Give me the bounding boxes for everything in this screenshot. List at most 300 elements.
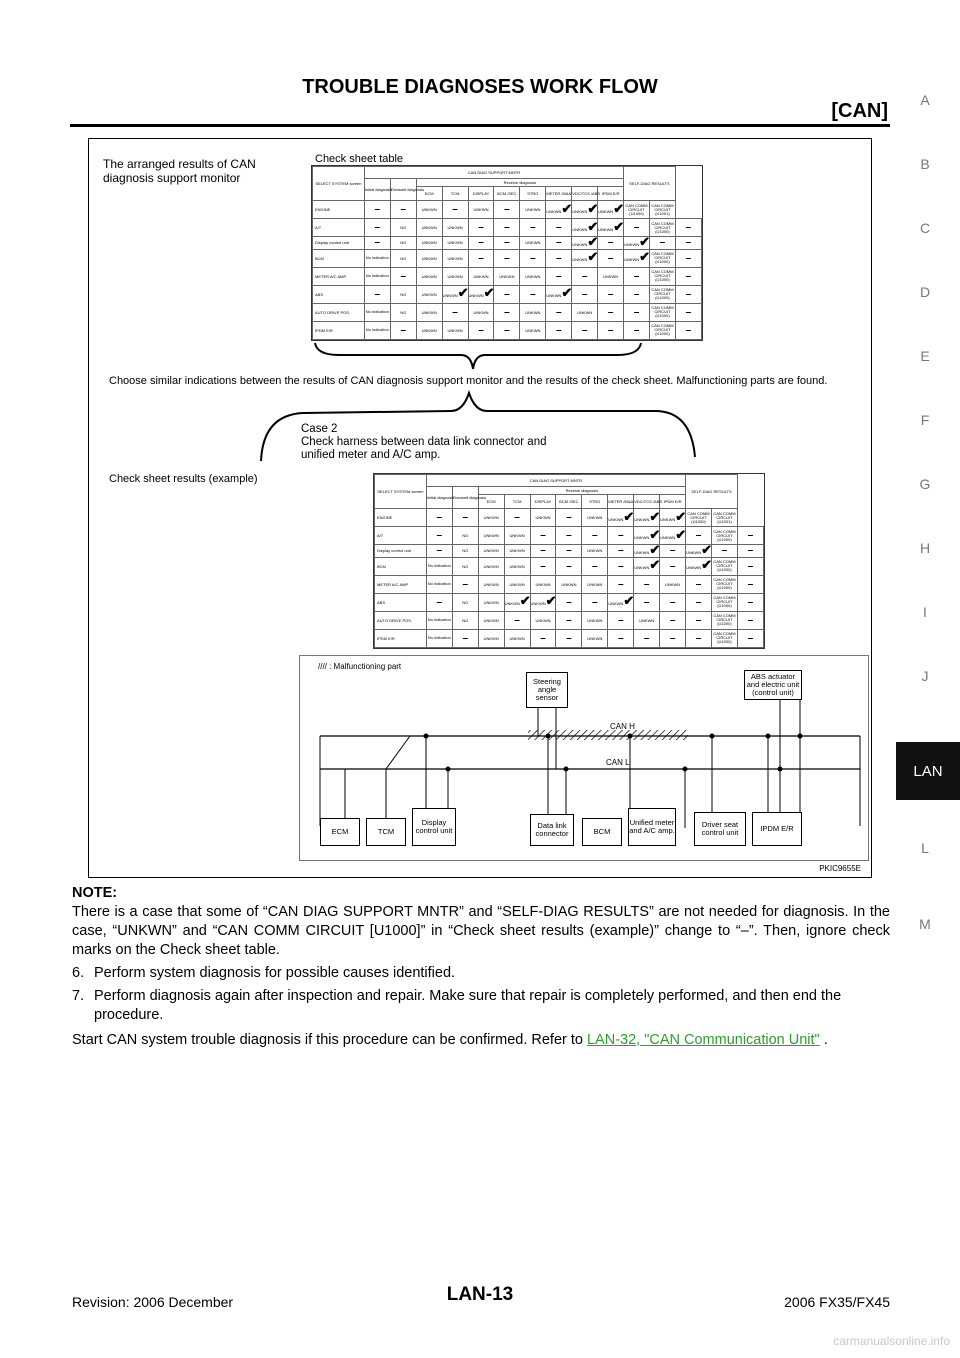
h-col-7: IPDM E/R: [660, 495, 686, 509]
case-title: Case 2: [301, 423, 338, 435]
top-table-cell-2-1: NG: [390, 237, 416, 250]
top-table-cell-2-5: –: [494, 237, 520, 250]
h-col-5: METER /M&A: [546, 187, 572, 201]
footer-model: 2006 FX35/FX45: [784, 1294, 890, 1310]
node-ecm: ECM: [320, 818, 360, 846]
h-col-2: DISPLAY: [468, 187, 494, 201]
footer-page-number: LAN-13: [446, 1284, 514, 1305]
tab-d[interactable]: D: [919, 284, 931, 300]
node-tcm: TCM: [366, 818, 406, 846]
top-table-cell-3-9: –: [598, 249, 624, 267]
top-table-row-label-2: Display control unit: [313, 237, 365, 250]
top-table-cell-5-7: UNKWN✔: [546, 285, 572, 303]
bottom-table-cell-5-8: –: [634, 593, 660, 611]
tab-e[interactable]: E: [920, 348, 930, 364]
bottom-table-cell-1-4: –: [530, 527, 556, 545]
top-table-cell-0-4: UNKWN: [468, 201, 494, 219]
note-section: [72, 884, 890, 1050]
h-self-diag: SELF-DIAG RESULTS: [686, 475, 738, 509]
h-col-1: TCM: [442, 187, 468, 201]
bottom-table-cell-0-11: CAN COMM CIRCUIT (U1001): [711, 509, 737, 527]
h-col-2: DISPLAY: [530, 495, 556, 509]
tab-lan-active[interactable]: LAN: [896, 742, 960, 800]
top-table-cell-1-9: UNKWN✔: [598, 219, 624, 237]
top-table-cell-5-11: CAN COMM CIRCUIT (U1000): [649, 285, 675, 303]
h-select: SELECT SYSTEM screen: [313, 167, 365, 201]
bottom-table-cell-3-4: –: [530, 557, 556, 575]
top-table-cell-0-0: –: [364, 201, 390, 219]
bottom-table-cell-6-9: –: [660, 611, 686, 629]
bottom-table-cell-7-2: UNKWN: [478, 629, 504, 647]
h-col-6: VDC/TCS /ABS: [634, 495, 660, 509]
bottom-table-row-label-5: ABS: [375, 593, 427, 611]
reference-link[interactable]: LAN-32, "CAN Communication Unit": [586, 1032, 820, 1048]
top-table-cell-7-4: –: [468, 321, 494, 339]
node-bcm: BCM: [582, 818, 622, 846]
top-table-cell-5-8: –: [572, 285, 598, 303]
bottom-table-cell-2-4: –: [530, 545, 556, 558]
top-table-cell-4-11: CAN COMM CIRCUIT (U1000): [649, 267, 675, 285]
h-col-5: METER /M&A: [608, 495, 634, 509]
step-7: [72, 987, 890, 1025]
tab-h[interactable]: H: [919, 540, 931, 556]
reference-suffix: .: [819, 1032, 828, 1048]
bottom-table-cell-7-0: No indication: [426, 629, 452, 647]
figure-id: PKIC9655E: [819, 864, 861, 873]
bottom-table-cell-2-5: –: [556, 545, 582, 558]
top-table-cell-6-4: UNKWN: [468, 303, 494, 321]
bottom-table-cell-1-8: UNKWN✔: [634, 527, 660, 545]
node-abs-actuator: ABS actuator and electric unit (control unit): [744, 670, 802, 700]
top-table-row-label-5: ABS: [313, 285, 365, 303]
top-table-cell-2-2: UNKWN: [416, 237, 442, 250]
can-l-label: CAN L: [606, 758, 630, 767]
bottom-table-cell-3-11: CAN COMM CIRCUIT (U1000): [711, 557, 737, 575]
bottom-table-cell-2-8: UNKWN✔: [634, 541, 661, 557]
section-label: [CAN]: [831, 100, 888, 122]
top-table-cell-6-11: CAN COMM CIRCUIT (U1000): [649, 303, 675, 321]
node-steering-angle-sensor: Steering angle sensor: [526, 672, 568, 708]
bottom-table-row-label-6: AUTO DRIVE POS.: [375, 611, 427, 629]
bottom-table-cell-7-12: –: [737, 629, 763, 647]
h-transmit: Transmit diagnosis: [390, 179, 416, 201]
top-table-cell-2-7: –: [546, 237, 572, 250]
check-mark-icon: ✔: [639, 233, 651, 249]
top-table-cell-0-10: CAN COMM CIRCUIT (U1000): [624, 201, 650, 219]
top-table-cell-0-8: UNKWN✔: [572, 201, 598, 219]
h-transmit: Transmit diagnosis: [452, 487, 478, 509]
tab-b[interactable]: B: [920, 156, 930, 172]
top-table-cell-5-9: –: [598, 285, 624, 303]
bottom-table-row-label-7: IPDM E/R: [375, 629, 427, 647]
bottom-table-cell-4-11: CAN COMM CIRCUIT (U1000): [711, 575, 737, 593]
top-table-cell-6-10: –: [624, 303, 650, 321]
top-table-cell-7-12: –: [675, 321, 701, 339]
h-initial: Initial diagnosis: [426, 487, 452, 509]
h-can-diag: CAN DIAG SUPPORT MNTR: [364, 167, 623, 179]
tab-g[interactable]: G: [919, 476, 931, 492]
bottom-table-cell-4-9: UNKWN: [660, 575, 686, 593]
top-table-cell-2-11: –: [649, 237, 675, 250]
bottom-table-cell-5-10: –: [686, 593, 712, 611]
step-7-num: 7.: [72, 988, 85, 1004]
top-table-cell-4-8: –: [572, 267, 598, 285]
top-table-cell-6-3: –: [442, 303, 468, 321]
top-table-cell-3-11: CAN COMM CIRCUIT (U1000): [649, 249, 675, 267]
top-table-cell-7-8: –: [572, 321, 598, 339]
reference-line: [72, 1031, 890, 1050]
top-table-cell-2-12: –: [675, 237, 701, 250]
top-table-row-label-3: BCM: [313, 249, 365, 267]
bottom-table-cell-7-5: –: [556, 629, 582, 647]
label-check-results: Check sheet results (example): [109, 473, 258, 485]
bottom-table-cell-1-5: –: [556, 527, 582, 545]
tab-f[interactable]: F: [920, 412, 930, 428]
bottom-table-cell-5-0: –: [426, 593, 452, 611]
h-select: SELECT SYSTEM screen: [375, 475, 427, 509]
h-initial: Initial diagnosis: [364, 179, 390, 201]
footer-revision: Revision: 2006 December: [72, 1294, 234, 1310]
top-table-cell-6-1: NG: [390, 303, 416, 321]
check-mark-icon: ✔: [649, 557, 661, 573]
top-table-cell-1-7: –: [546, 219, 572, 237]
top-table-cell-2-6: UNKWN: [520, 237, 546, 250]
case-text: Check harness between data link connector and unified meter and A/C amp.: [301, 436, 547, 461]
bottom-table-row-label-0: ENGINE: [375, 509, 427, 527]
top-table-cell-4-0: No indication: [364, 267, 390, 285]
top-table-cell-6-5: –: [494, 303, 520, 321]
node-ipdm-er: IPDM E/R: [752, 812, 802, 846]
instruction-text: Choose similar indications between the results of CAN diagnosis support monitor and the results of the check sheet. Malfunctioning parts are found.: [109, 375, 828, 387]
check-mark-icon: ✔: [587, 249, 599, 265]
h-can-diag: CAN DIAG SUPPORT MNTR: [426, 475, 685, 487]
bottom-table-cell-1-12: –: [737, 527, 763, 545]
h-col-3: BCM /SEC: [494, 187, 520, 201]
bottom-table-cell-6-2: UNKWN: [478, 611, 504, 629]
diagram-legend: //// : Malfunctioning part: [318, 662, 402, 671]
bottom-table-cell-7-11: CAN COMM CIRCUIT (U1000): [711, 629, 737, 647]
bottom-table-cell-7-9: –: [660, 629, 686, 647]
top-table-cell-1-8: UNKWN✔: [572, 219, 598, 237]
check-mark-icon: ✔: [701, 557, 713, 573]
top-table-cell-3-2: UNKWN: [416, 249, 442, 267]
h-col-1: TCM: [504, 495, 530, 509]
top-table-cell-1-0: –: [364, 219, 390, 237]
bottom-table-cell-1-9: UNKWN✔: [660, 527, 686, 545]
check-mark-icon: ✔: [649, 508, 661, 524]
bottom-table-cell-6-7: –: [608, 611, 634, 629]
tab-m[interactable]: M: [919, 916, 931, 932]
bottom-table-cell-6-3: –: [504, 611, 530, 629]
bottom-table-cell-5-7: UNKWN✔: [608, 593, 634, 611]
bottom-table-cell-1-11: CAN COMM CIRCUIT (U1000): [711, 527, 737, 545]
bottom-table-cell-3-3: UNKWN: [504, 557, 530, 575]
diagnosis-figure: [88, 138, 872, 878]
top-table-cell-6-9: –: [598, 303, 624, 321]
bottom-table-cell-0-6: UNKWN: [582, 509, 608, 527]
top-table-cell-3-10: UNKWN✔: [624, 249, 650, 267]
check-mark-icon: ✔: [587, 233, 599, 249]
bottom-table-cell-0-0: –: [426, 509, 452, 527]
top-table-cell-2-0: –: [364, 237, 390, 250]
top-table-cell-0-2: UNKWN: [416, 201, 442, 219]
bottom-table-cell-6-4: UNKWN: [530, 611, 556, 629]
bottom-table-cell-4-2: UNKWN: [478, 575, 504, 593]
bottom-table-cell-4-8: –: [634, 575, 660, 593]
top-table-cell-0-5: –: [494, 201, 520, 219]
bottom-table-row-label-4: METER A/C AMP: [375, 575, 427, 593]
bottom-table-cell-6-12: –: [737, 611, 763, 629]
node-display-control-unit: Display control unit: [412, 808, 456, 846]
top-table-cell-2-4: –: [468, 237, 494, 250]
top-table-cell-4-7: –: [546, 267, 572, 285]
tab-a[interactable]: A: [920, 92, 930, 108]
top-table-cell-2-8: UNKWN✔: [572, 233, 599, 249]
top-table-cell-4-1: –: [390, 267, 416, 285]
top-table-cell-7-0: No indication: [364, 321, 390, 339]
tab-i[interactable]: I: [923, 604, 927, 620]
top-table-cell-1-5: –: [494, 219, 520, 237]
bottom-table-cell-4-3: UNKWN: [504, 575, 530, 593]
bottom-table-cell-0-2: UNKWN: [478, 509, 504, 527]
bottom-table-cell-1-2: UNKWN: [478, 527, 504, 545]
h-col-3: BCM /SEC: [556, 495, 582, 509]
bottom-table-cell-3-5: –: [556, 557, 582, 575]
bottom-table-cell-6-11: CAN COMM CIRCUIT (U1000): [711, 611, 737, 629]
bottom-table-cell-1-7: –: [608, 527, 634, 545]
top-table-cell-7-3: UNKWN: [442, 321, 468, 339]
step-6: [72, 964, 890, 983]
bottom-table-cell-2-1: NG: [452, 545, 478, 558]
top-table-row-label-1: A/T: [313, 219, 365, 237]
bottom-table-cell-7-8: –: [634, 629, 660, 647]
top-table-cell-3-1: NG: [390, 249, 416, 267]
top-table-cell-4-3: UNKWN: [442, 267, 468, 285]
top-table-cell-5-12: –: [675, 285, 701, 303]
top-table-cell-4-2: UNKWN: [416, 267, 442, 285]
step-6-text: Perform system diagnosis for possible causes identified.: [94, 965, 456, 981]
top-table-cell-6-7: –: [546, 303, 572, 321]
bottom-table-cell-0-5: –: [556, 509, 582, 527]
bottom-table-cell-1-1: NG: [452, 527, 478, 545]
step-7-text: Perform diagnosis again after inspection and repair. Make sure that repair is completely performed, and then end the procedure.: [94, 988, 842, 1023]
bottom-table-cell-5-3: UNKWN✔: [504, 593, 530, 611]
top-table-cell-3-4: –: [468, 249, 494, 267]
reference-prefix: Start CAN system trouble diagnosis if this procedure can be confirmed. Refer to: [72, 1032, 587, 1048]
tab-j[interactable]: J: [921, 668, 929, 684]
top-table-cell-4-12: –: [675, 267, 701, 285]
bottom-table-cell-4-10: –: [686, 575, 712, 593]
bottom-table-cell-4-1: –: [452, 575, 478, 593]
check-results-table: [373, 473, 765, 649]
check-mark-icon: ✔: [649, 541, 661, 557]
top-table-cell-3-3: UNKWN: [442, 249, 468, 267]
top-table-cell-5-6: –: [520, 285, 546, 303]
top-table-cell-7-6: UNKWN: [520, 321, 546, 339]
check-mark-icon: ✔: [519, 593, 531, 609]
top-table-cell-4-5: UNKWN: [494, 267, 520, 285]
bottom-table-cell-3-12: –: [737, 557, 763, 575]
bottom-table-cell-5-5: –: [556, 593, 582, 611]
h-receive: Receive diagnosis: [478, 487, 685, 495]
check-mark-icon: ✔: [561, 200, 573, 216]
top-table-cell-0-7: UNKWN✔: [546, 201, 572, 219]
top-table-cell-7-5: –: [494, 321, 520, 339]
bottom-table-cell-7-10: –: [686, 629, 712, 647]
top-table-cell-0-9: UNKWN✔: [598, 201, 624, 219]
top-table-cell-6-12: –: [675, 303, 701, 321]
top-table-cell-1-6: –: [520, 219, 546, 237]
top-table-cell-5-5: –: [494, 285, 520, 303]
bottom-table-cell-7-1: –: [452, 629, 478, 647]
top-table-cell-5-1: NG: [390, 285, 416, 303]
watermark: carmanualsonline.info: [833, 1334, 950, 1348]
node-data-link-connector: Data link connector: [530, 814, 574, 846]
bottom-table-cell-7-3: UNKWN: [504, 629, 530, 647]
bottom-table-cell-5-11: CAN COMM CIRCUIT (U1000): [711, 593, 737, 611]
check-mark-icon: ✔: [613, 218, 625, 234]
top-table-cell-5-0: –: [364, 285, 390, 303]
bottom-table-cell-2-9: –: [660, 545, 686, 558]
bottom-table-cell-4-12: –: [737, 575, 763, 593]
step-6-num: 6.: [72, 965, 85, 981]
bottom-table-cell-5-2: UNKWN: [478, 593, 504, 611]
bottom-table-cell-1-10: –: [686, 527, 712, 545]
top-table-cell-6-6: UNKWN: [520, 303, 546, 321]
bottom-table-cell-5-1: NG: [452, 593, 478, 611]
bottom-table-cell-6-5: –: [556, 611, 582, 629]
note-text: There is a case that some of “CAN DIAG SUPPORT MNTR” and “SELF-DIAG RESULTS” are not needed for diagnosis. In the case, “UNKWN” and “CAN COMM CIRCUIT [U1000]” in “Check sheet results (example)” change to “–”. Then, ignore check marks on the Check sheet table.: [72, 904, 890, 958]
top-table-cell-3-0: No indication: [364, 249, 390, 267]
top-table-cell-1-12: –: [675, 219, 701, 237]
check-mark-icon: ✔: [545, 593, 557, 609]
bottom-table-cell-3-6: –: [582, 557, 608, 575]
bottom-table-cell-2-6: UNKWN: [582, 545, 608, 558]
bottom-table-cell-5-4: UNKWN✔: [530, 593, 556, 611]
bottom-table-cell-2-12: –: [737, 545, 763, 558]
h-col-7: IPDM E/R: [598, 187, 624, 201]
bottom-table-cell-0-8: UNKWN✔: [634, 509, 660, 527]
check-mark-icon: ✔: [639, 249, 651, 265]
top-table-cell-5-10: –: [624, 285, 650, 303]
bottom-table-cell-6-1: NG: [452, 611, 478, 629]
check-mark-icon: ✔: [701, 541, 713, 557]
bottom-table-cell-6-10: –: [686, 611, 712, 629]
h-col-0: ECM: [416, 187, 442, 201]
bottom-table-cell-0-4: UNKWN: [530, 509, 556, 527]
bottom-table-cell-0-10: CAN COMM CIRCUIT (U1000): [686, 509, 712, 527]
bottom-table-cell-4-6: UNKWN: [582, 575, 608, 593]
check-mark-icon: ✔: [587, 200, 599, 216]
check-mark-icon: ✔: [457, 285, 469, 301]
bottom-table-cell-2-7: –: [608, 545, 634, 558]
bottom-table-cell-3-10: UNKWN✔: [686, 557, 712, 575]
bottom-table-cell-7-6: UNKWN: [582, 629, 608, 647]
check-mark-icon: ✔: [675, 526, 687, 542]
top-table-cell-2-9: –: [598, 237, 624, 250]
bottom-table-cell-0-1: –: [452, 509, 478, 527]
bottom-table-cell-3-9: –: [660, 557, 686, 575]
top-table-cell-7-2: UNKWN: [416, 321, 442, 339]
top-table-cell-1-3: UNKWN: [442, 219, 468, 237]
top-table-cell-6-0: No indication: [364, 303, 390, 321]
h-col-6: VDC/TCS /ABS: [572, 187, 598, 201]
bottom-table-cell-3-1: NG: [452, 557, 478, 575]
top-table-cell-0-6: UNKWN: [520, 201, 546, 219]
bottom-table-cell-2-10: UNKWN✔: [686, 541, 713, 557]
top-table-cell-4-9: UNKWN: [598, 267, 624, 285]
bottom-table-cell-4-5: UNKWN: [556, 575, 582, 593]
bottom-table: [374, 474, 764, 648]
top-table-cell-6-2: UNKWN: [416, 303, 442, 321]
top-table-cell-1-4: –: [468, 219, 494, 237]
top-table-cell-7-11: CAN COMM CIRCUIT (U1000): [649, 321, 675, 339]
top-table-cell-2-3: UNKWN: [442, 237, 468, 250]
bottom-table-cell-3-0: No indication: [426, 557, 452, 575]
check-mark-icon: ✔: [675, 508, 687, 524]
top-table-cell-6-8: UNKWN: [572, 303, 598, 321]
check-mark-icon: ✔: [483, 285, 495, 301]
node-driver-seat-control-unit: Driver seat control unit: [694, 812, 746, 846]
bottom-table-cell-0-9: UNKWN✔: [660, 509, 686, 527]
top-table-cell-0-1: –: [390, 201, 416, 219]
bottom-table-cell-2-0: –: [426, 545, 452, 558]
check-mark-icon: ✔: [587, 218, 599, 234]
top-table-row-label-6: AUTO DRIVE POS.: [313, 303, 365, 321]
node-unified-meter: Unified meter and A/C amp.: [628, 808, 676, 846]
top-table-cell-5-3: UNKWN✔: [442, 285, 468, 303]
bottom-table-cell-3-2: UNKWN: [478, 557, 504, 575]
check-mark-icon: ✔: [561, 285, 573, 301]
bottom-table-cell-5-12: –: [737, 593, 763, 611]
h-receive: Receive diagnosis: [416, 179, 623, 187]
bottom-table-cell-5-9: –: [660, 593, 686, 611]
h-col-4: STRG: [520, 187, 546, 201]
bottom-table-cell-1-6: –: [582, 527, 608, 545]
top-table-cell-3-12: –: [675, 249, 701, 267]
bottom-table-cell-2-11: –: [711, 545, 737, 558]
top-table-cell-2-10: UNKWN✔: [624, 233, 651, 249]
bottom-table-row-label-3: BCM: [375, 557, 427, 575]
top-table-cell-3-6: –: [520, 249, 546, 267]
bottom-table-row-label-1: A/T: [375, 527, 427, 545]
top-table-cell-5-2: UNKWN: [416, 285, 442, 303]
page-title: TROUBLE DIAGNOSES WORK FLOW: [302, 76, 658, 98]
check-mark-icon: ✔: [623, 508, 635, 524]
bottom-table-cell-4-7: –: [608, 575, 634, 593]
bottom-table-cell-6-8: UNKWN: [634, 611, 660, 629]
bottom-table-cell-0-3: –: [504, 509, 530, 527]
label-check-sheet-table: Check sheet table: [315, 153, 404, 165]
tab-c[interactable]: C: [919, 220, 931, 236]
top-table-cell-1-10: –: [624, 219, 650, 237]
top-table-cell-4-6: UNKWN: [520, 267, 546, 285]
bottom-table-cell-6-6: UNKWN: [582, 611, 608, 629]
h-col-4: STRG: [582, 495, 608, 509]
bottom-table-cell-0-7: UNKWN✔: [608, 509, 634, 527]
bottom-table-cell-1-0: –: [426, 527, 452, 545]
bottom-table-cell-7-4: –: [530, 629, 556, 647]
tab-l[interactable]: L: [921, 840, 929, 856]
top-table-cell-5-4: UNKWN✔: [468, 285, 494, 303]
top-table-cell-7-9: –: [598, 321, 624, 339]
bottom-table-cell-2-2: UNKWN: [478, 545, 504, 558]
top-table-cell-3-8: UNKWN✔: [572, 249, 598, 267]
top-table-cell-3-7: –: [546, 249, 572, 267]
bottom-table-cell-3-7: –: [608, 557, 634, 575]
bottom-table-cell-5-6: –: [582, 593, 608, 611]
header-rule: [70, 124, 890, 127]
